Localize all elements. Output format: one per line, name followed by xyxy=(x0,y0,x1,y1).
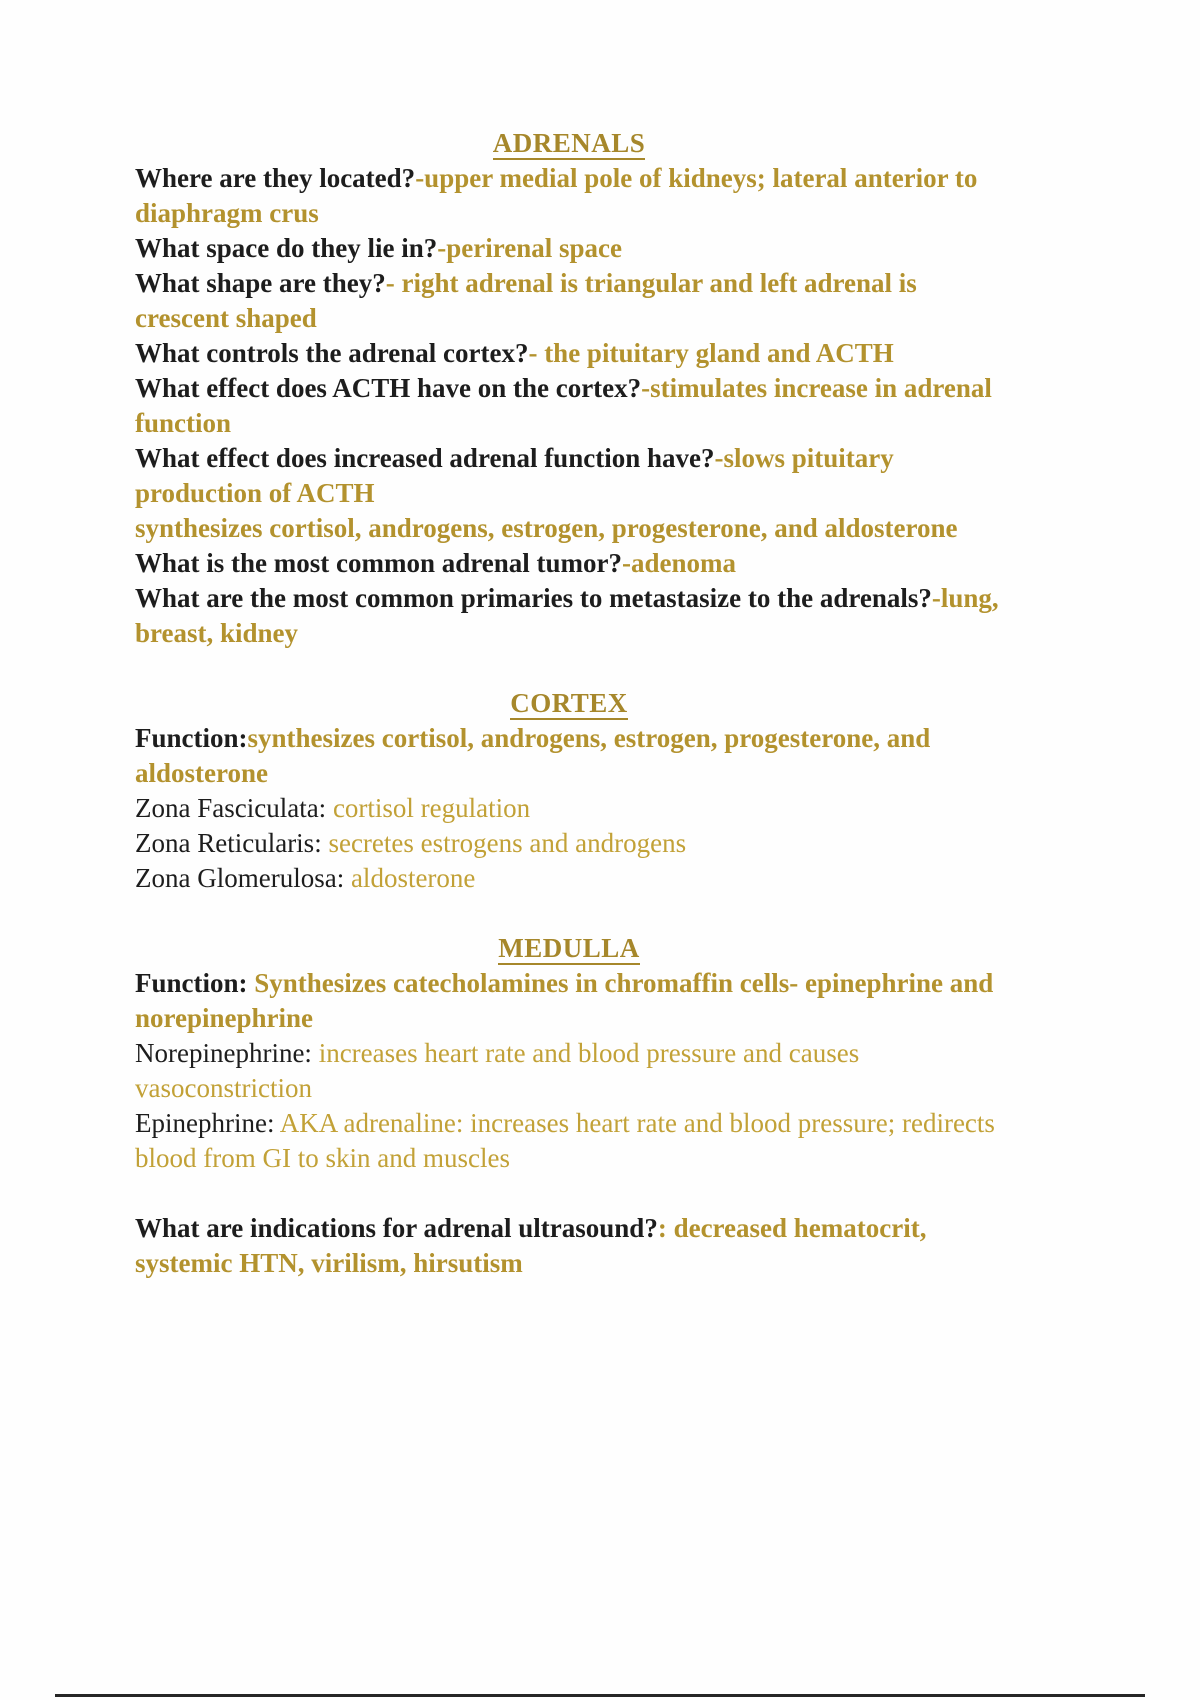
answer-text: -lung, breast, kidney xyxy=(135,583,999,648)
answer-text: AKA adrenaline: increases heart rate and blood pressure; redirects blood from GI to skin and muscles xyxy=(135,1108,995,1173)
question-text: What are indications for adrenal ultrasound? xyxy=(135,1213,658,1243)
qa-paragraph xyxy=(135,1106,1003,1176)
qa-paragraph xyxy=(135,231,1003,266)
question-text: Zona Reticularis: xyxy=(135,828,329,858)
answer-text: -upper medial pole of kidneys; lateral anterior to diaphragm crus xyxy=(135,163,978,228)
question-text: What effect does ACTH have on the cortex? xyxy=(135,373,642,403)
question-text: Where are they located? xyxy=(135,163,416,193)
qa-paragraph xyxy=(135,546,1003,581)
answer-text: aldosterone xyxy=(350,863,476,893)
qa-paragraph xyxy=(135,161,1003,231)
qa-paragraph xyxy=(135,721,1003,791)
section-medulla xyxy=(135,931,1003,1176)
qa-paragraph xyxy=(135,441,1003,511)
section-adrenals xyxy=(135,126,1003,651)
qa-paragraph xyxy=(135,791,1003,826)
question-text: Epinephrine: xyxy=(135,1108,280,1138)
answer-text: -perirenal space xyxy=(437,233,622,263)
qa-paragraph xyxy=(135,371,1003,441)
answer-text: increases heart rate and blood pressure and causes vasoconstriction xyxy=(135,1038,860,1103)
qa-paragraph xyxy=(135,966,1003,1036)
qa-paragraph xyxy=(135,511,1003,546)
qa-paragraph xyxy=(135,336,1003,371)
qa-paragraph xyxy=(135,266,1003,336)
answer-text: synthesizes cortisol, androgens, estrogen, progesterone, and aldosterone xyxy=(135,513,958,543)
qa-paragraph xyxy=(135,826,1003,861)
answer-text: -stimulates increase in adrenal function xyxy=(135,373,992,438)
question-text: What effect does increased adrenal function have? xyxy=(135,443,715,473)
question-text: Zona Fasciculata: xyxy=(135,793,333,823)
qa-paragraph xyxy=(135,1211,1003,1281)
question-text: What shape are they? xyxy=(135,268,386,298)
answer-text: - right adrenal is triangular and left adrenal is crescent shaped xyxy=(135,268,917,333)
question-text: What space do they lie in? xyxy=(135,233,438,263)
answer-text: - the pituitary gland and ACTH xyxy=(528,338,894,368)
question-text: Function: xyxy=(135,723,248,753)
notes-content xyxy=(135,126,1003,1281)
question-text: Function: xyxy=(135,968,255,998)
answer-text: -adenoma xyxy=(621,548,736,578)
answer-text: synthesizes cortisol, androgens, estrogen, progesterone, and aldosterone xyxy=(135,723,931,788)
qa-paragraph xyxy=(135,861,1003,896)
question-text: What is the most common adrenal tumor? xyxy=(135,548,622,578)
question-text: What are the most common primaries to metastasize to the adrenals? xyxy=(135,583,932,613)
section-heading-adrenals xyxy=(135,126,1003,161)
answer-text: cortisol regulation xyxy=(332,793,531,823)
answer-text: : decreased hematocrit, systemic HTN, virilism, hirsutism xyxy=(135,1213,927,1278)
answer-text: -slows pituitary production of ACTH xyxy=(135,443,894,508)
qa-paragraph xyxy=(135,581,1003,651)
answer-text: secretes estrogens and androgens xyxy=(328,828,687,858)
section-cortex xyxy=(135,686,1003,896)
section-heading-text: ADRENALS xyxy=(492,128,646,158)
question-text: What controls the adrenal cortex? xyxy=(135,338,529,368)
section-heading-medulla xyxy=(135,931,1003,966)
qa-paragraph xyxy=(135,1036,1003,1106)
section-heading-cortex xyxy=(135,686,1003,721)
question-text: Zona Glomerulosa: xyxy=(135,863,351,893)
page-break-line xyxy=(55,1694,1145,1697)
section-ultrasound-indications xyxy=(135,1211,1003,1281)
section-heading-text: MEDULLA xyxy=(498,933,640,963)
section-heading-text: CORTEX xyxy=(510,688,628,718)
question-text: Norepinephrine: xyxy=(135,1038,319,1068)
answer-text: Synthesizes catecholamines in chromaffin cells- epinephrine and norepinephrine xyxy=(135,968,994,1033)
